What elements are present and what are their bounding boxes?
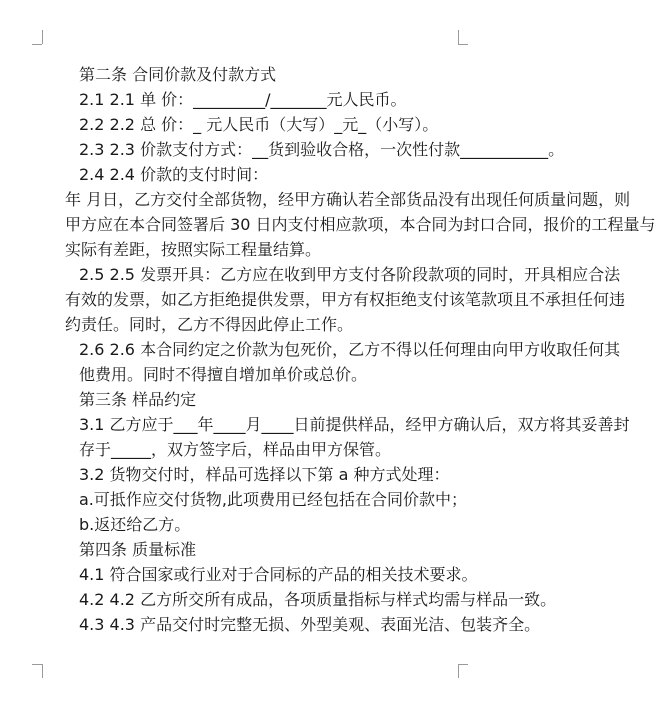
clause-2-6-fixed-price-line-1: 2.6 2.6 本合同约定之价款为包死价，乙方不得以任何理由向甲方收取任何其	[79, 340, 621, 359]
clause-2-5-invoice-line-2: 有效的发票，如乙方拒绝提供发票，甲方有权拒绝支付该笔款项且不承担任何违	[65, 290, 626, 309]
clause-2-3-payment-method: 2.3 2.3 价款支付方式：__货到验收合格，一次性付款___________。	[79, 140, 565, 159]
clause-2-4-body-line-1: 年 月日，乙方交付全部货物，经甲方确认若全部货品没有出现任何质量问题，则	[65, 190, 631, 209]
section-heading-article-2: 第二条 合同价款及付款方式	[79, 65, 277, 84]
clause-3-2-option-a: a.可抵作应交付货物,此项费用已经包括在合同价款中；	[79, 490, 467, 509]
clause-2-4-body-line-3: 实际有差距，按照实际工程量结算。	[65, 240, 322, 259]
crop-mark-bottom-right-h	[458, 664, 468, 665]
clause-2-6-fixed-price-line-2: 他费用。同时不得擅自增加单价或总价。	[79, 365, 368, 384]
document-body	[65, 65, 656, 634]
clause-2-4-body-line-2: 甲方应在本合同签署后 30 日内支付相应款项，本合同为封口合同，报价的工程量与	[65, 215, 656, 234]
section-heading-article-4: 第四条 质量标准	[79, 540, 197, 559]
clause-2-4-payment-time: 2.4 2.4 价款的支付时间：	[79, 165, 269, 184]
clause-2-2-total-price: 2.2 2.2 总 价：_ 元人民币（大写）_元_（小写）。	[79, 115, 439, 134]
section-heading-article-3: 第三条 样品约定	[79, 390, 197, 409]
clause-3-2-option-b: b.返还给乙方。	[79, 515, 191, 534]
clause-3-1-sample-line-1: 3.1 乙方应于___年____月____日前提供样品，经甲方确认后，双方将其妥善封	[79, 415, 630, 434]
clause-3-1-sample-line-2: 存于_____，双方签字后，样品由甲方保管。	[79, 440, 392, 459]
clause-4-3-delivery-condition: 4.3 4.3 产品交付时完整无损、外型美观、表面光洁、包装齐全。	[79, 615, 541, 634]
crop-mark-bottom-right-v	[458, 664, 459, 678]
crop-mark-bottom-left-h	[32, 664, 42, 665]
crop-mark-bottom-left-v	[42, 664, 43, 678]
clause-2-5-invoice-line-3: 约责任。同时，乙方不得因此停止工作。	[65, 315, 354, 334]
clause-2-1-unit-price: 2.1 2.1 单 价：_________/_______元人民币。	[79, 90, 407, 109]
crop-mark-top-right-v	[458, 30, 459, 44]
clause-4-2-consistency: 4.2 4.2 乙方所交所有成品，各项质量指标与样式均需与样品一致。	[79, 590, 557, 609]
crop-mark-top-right-h	[458, 44, 468, 45]
clause-4-1-standard: 4.1 符合国家或行业对于合同标的产品的相关技术要求。	[79, 565, 478, 584]
clause-3-2-sample-handling: 3.2 货物交付时，样品可选择以下第 a 种方式处理：	[79, 465, 450, 484]
crop-mark-top-left-v	[42, 30, 43, 44]
clause-2-5-invoice-line-1: 2.5 2.5 发票开具：乙方应在收到甲方支付各阶段款项的同时，开具相应合法	[79, 265, 621, 284]
crop-mark-top-left-h	[32, 44, 42, 45]
